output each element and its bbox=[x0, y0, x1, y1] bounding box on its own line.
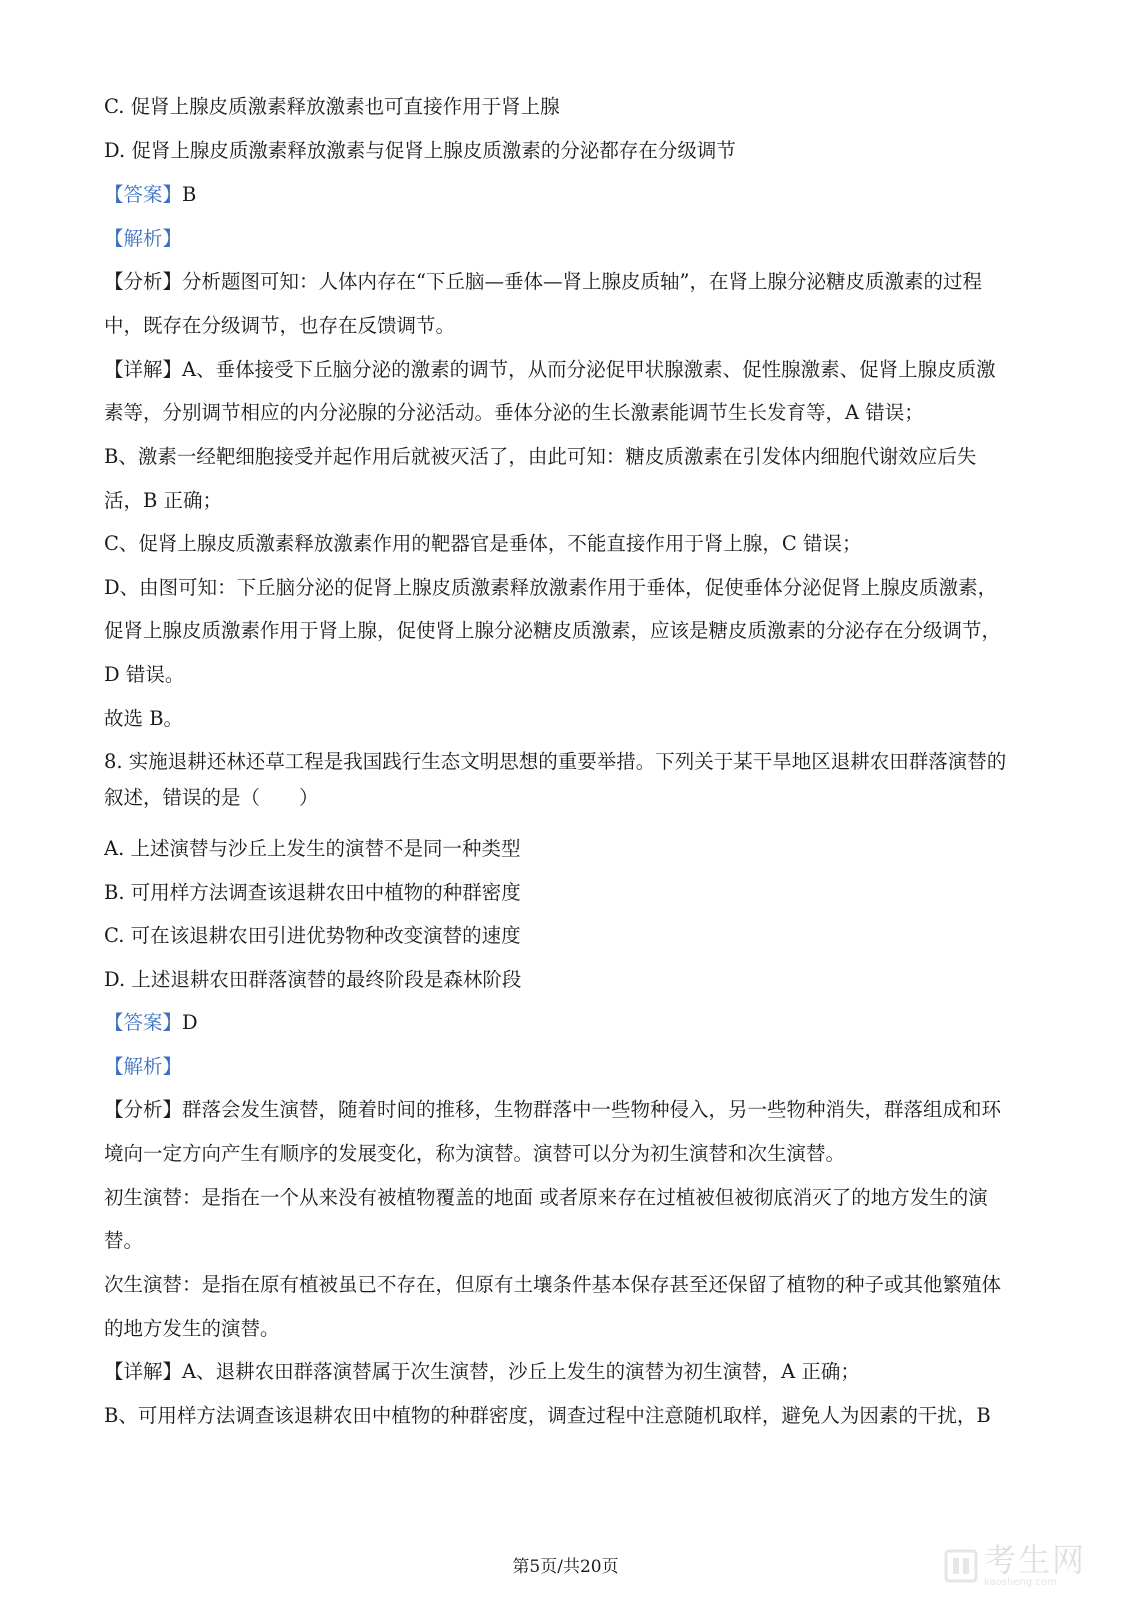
q8-primary-line-1: 初生演替：是指在一个从来没有被植物覆盖的地面 或者原来存在过植被但被彻底消灭了的地方发生的演 bbox=[104, 1186, 988, 1209]
q8-option-a: A. 上述演替与沙丘上发生的演替不是同一种类型 bbox=[104, 837, 521, 860]
q7-fenxi-line-2: 中，既存在分级调节，也存在反馈调节。 bbox=[104, 314, 456, 337]
q7-detail-line-5: C、促肾上腺皮质激素释放激素作用的靶器官是垂体，不能直接作用于肾上腺，C 错误； bbox=[104, 532, 862, 555]
q8-stem-line-1: 8. 实施退耕还林还草工程是我国践行生态文明思想的重要举措。下列关于某干旱地区退耕农田群落演替的 bbox=[104, 750, 1007, 773]
q7-conclusion: 故选 B。 bbox=[104, 707, 184, 730]
q8-fenxi-line-1: 【分析】群落会发生演替，随着时间的推移，生物群落中一些物种侵入，另一些物种消失，群落组成和环 bbox=[104, 1098, 1002, 1121]
watermark-domain: kaosheng.com bbox=[984, 1577, 1057, 1588]
watermark-brand: 考生网 bbox=[984, 1541, 1087, 1579]
q8-detail-line-2: B、可用样方法调查该退耕农田中植物的种群密度，调查过程中注意随机取样，避免人为因素的干扰，B bbox=[104, 1404, 991, 1427]
q8-option-c: C. 可在该退耕农田引进优势物种改变演替的速度 bbox=[104, 924, 521, 947]
q7-analysis-tag: 【解析】 bbox=[104, 227, 183, 250]
answer-tag: 【答案】 bbox=[104, 183, 183, 206]
q7-answer bbox=[104, 181, 1034, 209]
kaosheng-logo-icon bbox=[944, 1549, 978, 1583]
page-number: 第5页/共20页 bbox=[512, 1557, 619, 1577]
q7-detail-line-3: B、激素一经靶细胞接受并起作用后就被灭活了，由此可知：糖皮质激素在引发体内细胞代谢效应后失 bbox=[104, 445, 977, 468]
answer-tag: 【答案】 bbox=[104, 1011, 183, 1034]
stem-text: 叙述， bbox=[104, 786, 163, 809]
q8-secondary-line-1: 次生演替：是指在原有植被虽已不存在，但原有土壤条件基本保存甚至还保留了植物的种子或其他繁殖体 bbox=[104, 1273, 1002, 1296]
q8-fenxi-line-2: 境向一定方向产生有顺序的发展变化，称为演替。演替可以分为初生演替和次生演替。 bbox=[104, 1142, 846, 1165]
q8-stem-line-2 bbox=[104, 784, 1034, 812]
q7-detail-line-7: 促肾上腺皮质激素作用于肾上腺，促使肾上腺分泌糖皮质激素，应该是糖皮质激素的分泌存在分级调节， bbox=[104, 619, 1002, 642]
q8-secondary-line-2: 的地方发生的演替。 bbox=[104, 1317, 280, 1340]
watermark bbox=[944, 1540, 1114, 1592]
q8-detail-line-1: 【详解】A、退耕农田群落演替属于次生演替，沙丘上发生的演替为初生演替，A 正确； bbox=[104, 1360, 860, 1383]
q7-detail-line-2: 素等，分别调节相应的内分泌腺的分泌活动。垂体分泌的生长激素能调节生长发育等，A 错误； bbox=[104, 401, 924, 424]
answer-value: D bbox=[182, 1011, 198, 1034]
answer-value: B bbox=[182, 183, 197, 206]
q7-detail-line-1: 【详解】A、垂体接受下丘脑分泌的激素的调节，从而分泌促甲状腺激素、促性腺激素、促肾上腺皮质激 bbox=[104, 358, 996, 381]
q7-fenxi-line-1: 【分析】分析题图可知：人体内存在“下丘脑—垂体—肾上腺皮质轴”，在肾上腺分泌糖皮质激素的过程 bbox=[104, 270, 982, 293]
emphasis-char: 错 bbox=[162, 786, 183, 809]
q7-detail-line-8: D 错误。 bbox=[104, 663, 185, 686]
stem-text: 的是（ ） bbox=[201, 786, 319, 809]
q8-primary-line-2: 替。 bbox=[104, 1229, 144, 1252]
q8-answer bbox=[104, 1009, 1034, 1037]
q7-option-c: C. 促肾上腺皮质激素释放激素也可直接作用于肾上腺 bbox=[104, 95, 560, 118]
q8-option-b: B. 可用样方法调查该退耕农田中植物的种群密度 bbox=[104, 881, 521, 904]
q7-option-d: D. 促肾上腺皮质激素释放激素与促肾上腺皮质激素的分泌都存在分级调节 bbox=[104, 139, 736, 162]
q8-option-d: D. 上述退耕农田群落演替的最终阶段是森林阶段 bbox=[104, 968, 522, 991]
q7-detail-line-6: D、由图可知：下丘脑分泌的促肾上腺皮质激素释放激素作用于垂体，促使垂体分泌促肾上腺皮质激素， bbox=[104, 576, 998, 599]
q8-analysis-tag: 【解析】 bbox=[104, 1055, 183, 1078]
q7-detail-line-4: 活，B 正确； bbox=[104, 489, 223, 512]
emphasis-char: 误 bbox=[182, 786, 202, 809]
